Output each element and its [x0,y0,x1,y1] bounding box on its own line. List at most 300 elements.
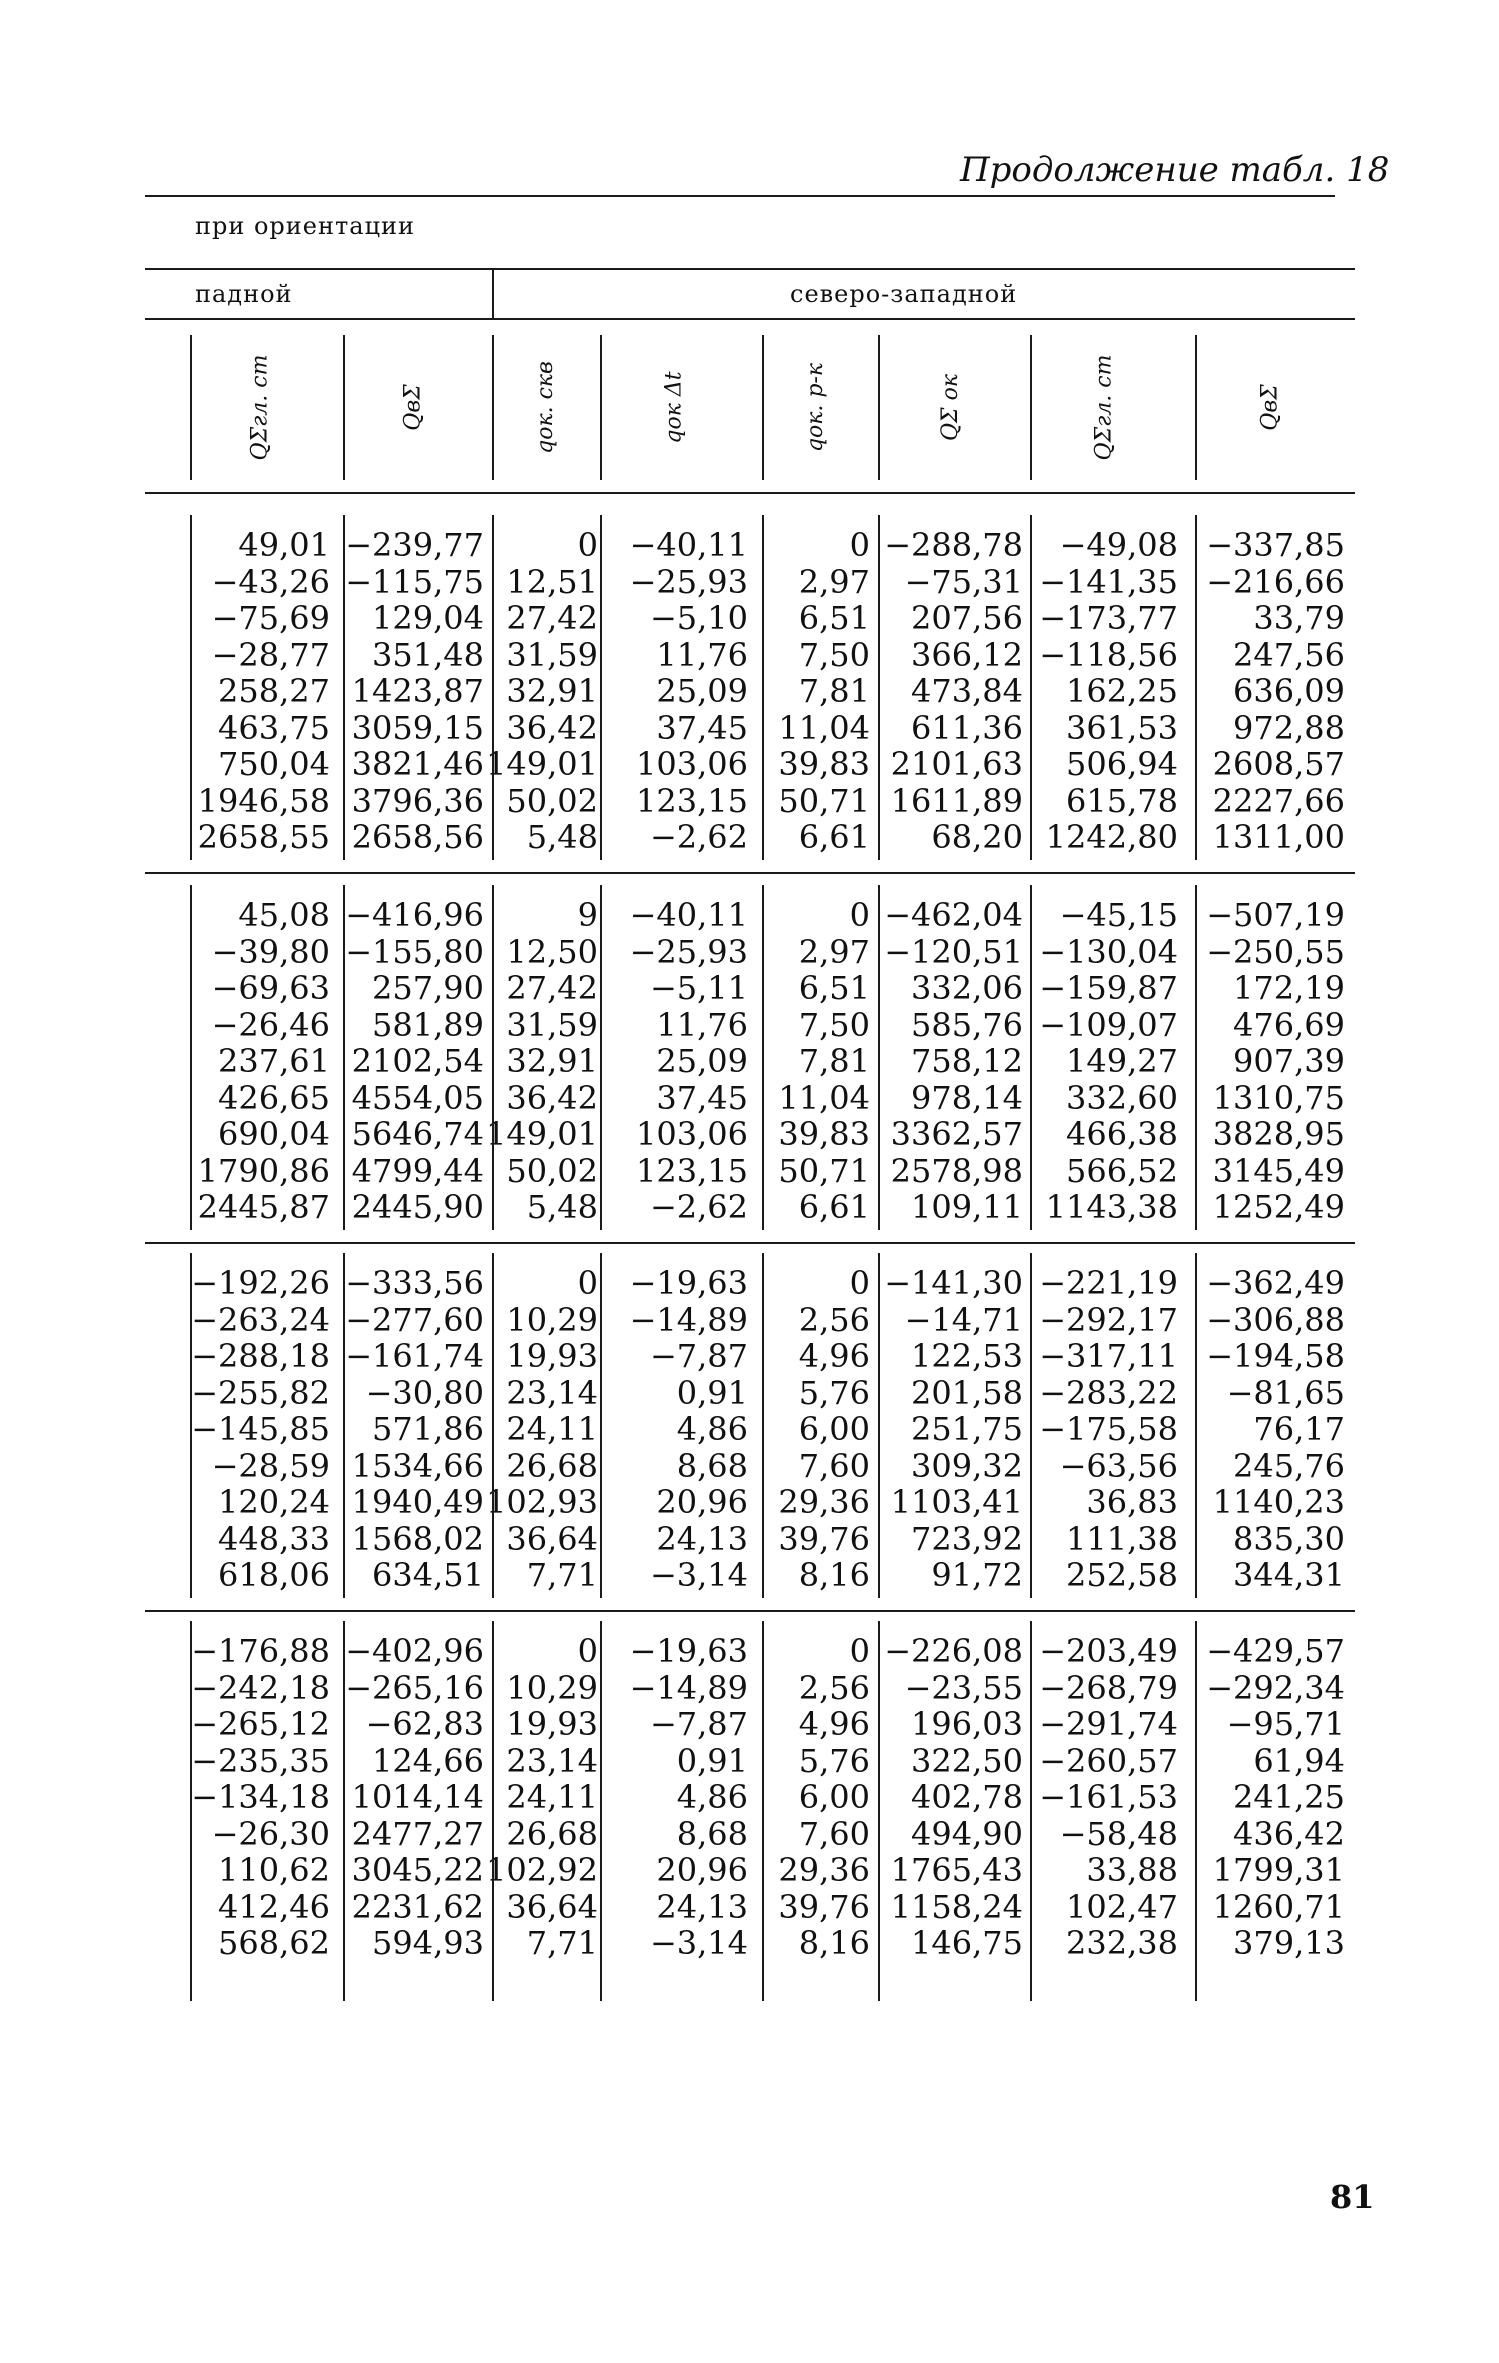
column-divider [762,515,764,860]
table-cell: 1158,24 [890,1887,1023,1926]
orientation-label: при ориентации [195,212,416,240]
table-cell: −26,46 [211,1005,330,1044]
table-cell: 6,61 [798,818,870,856]
table-cell: 5,48 [526,1188,598,1226]
table-cell: 634,51 [372,1556,484,1594]
table-cell: 124,66 [372,1741,484,1780]
table-cell: −265,12 [191,1705,330,1743]
table-cell: 1568,02 [351,1519,484,1558]
table-cell: 11,04 [778,1078,870,1117]
table-cell: 2102,54 [351,1042,484,1080]
column-header-text: QвΣ [401,384,426,431]
table-cell: −161,53 [1039,1778,1178,1816]
table-cell: 2227,66 [1212,781,1345,820]
header-column-divider [600,335,602,480]
column-header [1030,335,1178,480]
column-header-text: qок Δt [661,371,687,444]
table-cell: −263,24 [191,1300,330,1339]
table-cell: 32,91 [506,672,598,710]
table-cell: −292,17 [1039,1300,1178,1339]
table-cell: 1765,43 [890,1851,1023,1889]
table-cell: 6,00 [798,1410,870,1448]
table-cell: 76,17 [1253,1410,1345,1448]
header-column-divider [762,335,764,480]
table-cell: 12,50 [506,932,598,971]
table-cell: 2231,62 [351,1887,484,1926]
table-cell: 426,65 [218,1078,330,1117]
table-cell: −40,11 [629,526,748,564]
column-divider [1030,885,1032,1230]
column-divider [190,1253,192,1598]
table-cell: −7,87 [649,1337,748,1375]
table-cell: −235,35 [191,1741,330,1780]
table-cell: 196,03 [911,1705,1023,1743]
column-divider [762,885,764,1230]
table-cell: −130,04 [1039,932,1178,971]
table-cell: −26,30 [211,1814,330,1853]
table-cell: 571,86 [372,1410,484,1448]
table-cell: −175,58 [1039,1410,1178,1448]
table-cell: 123,15 [636,781,748,820]
table-cell: 247,56 [1233,635,1345,674]
table-cell: −337,85 [1206,526,1345,564]
table-cell: −288,78 [884,526,1023,564]
table-cell: 26,68 [506,1446,598,1485]
table-cell: 39,83 [778,1115,870,1153]
table-cell: 6,61 [798,1188,870,1226]
header-column-divider [1195,335,1197,480]
column-header-text: QвΣ [1257,384,1283,431]
table-cell: 27,42 [506,599,598,637]
column-divider [762,1253,764,1598]
table-cell: 10,29 [506,1300,598,1339]
table-cell: 3362,57 [890,1115,1023,1153]
table-cell: 23,14 [506,1373,598,1412]
table-cell: 39,76 [778,1887,870,1926]
table-cell: 9 [577,896,598,934]
column-divider [190,1621,192,2001]
table-cell: 50,02 [506,1151,598,1190]
table-cell: 1790,86 [197,1151,330,1190]
table-cell: 0,91 [676,1373,748,1412]
table-cell: −58,48 [1059,1814,1178,1853]
table-cell: 7,81 [798,672,870,710]
table-cell: −260,57 [1039,1741,1178,1780]
column-divider [1195,515,1197,860]
table-cell: −14,71 [904,1300,1023,1339]
table-cell: 24,11 [506,1410,598,1448]
table-cell: 50,71 [778,1151,870,1190]
table-cell: 149,01 [486,1115,598,1153]
column-divider [492,1621,494,2001]
table-cell: 581,89 [372,1005,484,1044]
page-number: 81 [1330,2178,1375,2216]
table-cell: 252,58 [1066,1556,1178,1594]
table-cell: 1140,23 [1212,1483,1345,1521]
table-cell: 594,93 [372,1924,484,1962]
column-header-text: qок. р-к [803,362,829,453]
table-cell: 568,62 [218,1924,330,1962]
table-cell: 20,96 [656,1851,748,1889]
table-cell: −192,26 [191,1264,330,1302]
header-column-divider [343,335,345,480]
table-cell: −19,63 [629,1264,748,1302]
table-cell: 412,46 [218,1887,330,1926]
table-cell: 68,20 [931,818,1023,856]
column-header-text: qок. скв [532,361,558,454]
table-cell: 2,97 [798,932,870,971]
table-cell: 1940,49 [351,1483,484,1521]
column-divider [1030,515,1032,860]
table-cell: 258,27 [218,672,330,710]
table-cell: −429,57 [1206,1632,1345,1670]
table-cell: 1423,87 [351,672,484,710]
table-cell: 494,90 [911,1814,1023,1853]
column-divider [1195,885,1197,1230]
table-cell: 149,01 [486,745,598,783]
table-cell: 611,36 [911,708,1023,747]
table-cell: −118,56 [1039,635,1178,674]
table-cell: 39,83 [778,745,870,783]
table-cell: 23,14 [506,1741,598,1780]
table-cell: −141,35 [1039,562,1178,601]
table-cell: −49,08 [1059,526,1178,564]
table-cell: 690,04 [218,1115,330,1153]
table-cell: −45,15 [1059,896,1178,934]
table-cell: 110,62 [218,1851,330,1889]
table-cell: 2,56 [798,1668,870,1707]
table-cell: 207,56 [911,599,1023,637]
column-divider [1030,1621,1032,2001]
table-cell: 162,25 [1066,672,1178,710]
table-cell: −268,79 [1039,1668,1178,1707]
column-divider [878,1621,880,2001]
table-cell: −291,74 [1039,1705,1178,1743]
table-cell: 50,02 [506,781,598,820]
table-cell: −25,93 [629,562,748,601]
table-cell: −3,14 [649,1556,748,1594]
table-cell: 463,75 [218,708,330,747]
table-cell: 2445,90 [351,1188,484,1226]
table-cell: −141,30 [884,1264,1023,1302]
table-cell: 0 [577,526,598,564]
table-cell: −2,62 [649,1188,748,1226]
table-cell: 1799,31 [1212,1851,1345,1889]
table-cell: 33,88 [1086,1851,1178,1889]
column-divider [762,1621,764,2001]
table-cell: 1014,14 [351,1778,484,1816]
table-cell: −23,55 [904,1668,1023,1707]
table-cell: 36,42 [506,1078,598,1117]
table-cell: 25,09 [656,672,748,710]
table-cell: 1310,75 [1212,1078,1345,1117]
table-cell: 19,93 [506,1337,598,1375]
table-cell: −159,87 [1039,969,1178,1007]
table-cell: 4799,44 [351,1151,484,1190]
table-cell: 2101,63 [890,745,1023,783]
table-cell: 7,60 [798,1446,870,1485]
column-divider [343,1621,345,2001]
table-cell: 50,71 [778,781,870,820]
table-cell: 36,83 [1086,1483,1178,1521]
table-cell: 1252,49 [1212,1188,1345,1226]
table-cell: 1611,89 [890,781,1023,820]
table-cell: −402,96 [345,1632,484,1670]
table-cell: 723,92 [911,1519,1023,1558]
column-header [492,335,598,480]
table-cell: 8,16 [798,1924,870,1962]
table-cell: 8,68 [676,1446,748,1485]
table-cell: −288,18 [191,1337,330,1375]
table-cell: −69,63 [211,969,330,1007]
table-cell: 978,14 [911,1078,1023,1117]
table-cell: −63,56 [1059,1446,1178,1485]
table-cell: 3145,49 [1212,1151,1345,1190]
table-cell: 7,50 [798,1005,870,1044]
column-header-rule [145,318,1355,320]
table-cell: 33,79 [1253,599,1345,637]
table-cell: 31,59 [506,1005,598,1044]
column-divider [878,885,880,1230]
table-cell: 4,86 [676,1778,748,1816]
table-cell: −25,93 [629,932,748,971]
table-cell: 6,51 [798,969,870,1007]
table-cell: 109,11 [911,1188,1023,1226]
table-cell: 37,45 [656,1078,748,1117]
table-cell: −5,10 [649,599,748,637]
table-cell: 29,36 [778,1483,870,1521]
column-divider [600,1253,602,1598]
table-cell: 91,72 [931,1556,1023,1594]
table-cell: −39,80 [211,932,330,971]
table-cell: 120,24 [218,1483,330,1521]
table-cell: 1143,38 [1045,1188,1178,1226]
table-cell: 2477,27 [351,1814,484,1853]
column-divider [343,1253,345,1598]
table-cell: −2,62 [649,818,748,856]
table-cell: 5,76 [798,1741,870,1780]
table-cell: −317,11 [1039,1337,1178,1375]
table-cell: 149,27 [1066,1042,1178,1080]
table-cell: 0 [577,1632,598,1670]
header-bottom-rule [145,492,1355,494]
table-cell: −14,89 [629,1668,748,1707]
northwest-group-label: северо-западной [790,280,1018,308]
table-cell: 2658,55 [197,818,330,856]
table-cell: −19,63 [629,1632,748,1670]
table-cell: 36,64 [506,1887,598,1926]
table-cell: 750,04 [218,745,330,783]
table-cell: 103,06 [636,745,748,783]
table-cell: 379,13 [1233,1924,1345,1962]
table-cell: 8,68 [676,1814,748,1853]
table-cell: −5,11 [649,969,748,1007]
table-cell: 8,16 [798,1556,870,1594]
column-header-text: QΣгл. ст [1091,354,1117,461]
column-divider [1195,1621,1197,2001]
table-cell: 7,81 [798,1042,870,1080]
column-divider [492,885,494,1230]
table-cell: 29,36 [778,1851,870,1889]
table-cell: −283,22 [1039,1373,1178,1412]
table-cell: 0 [849,1632,870,1670]
table-cell: 123,15 [636,1151,748,1190]
table-cell: 257,90 [372,969,484,1007]
table-cell: −173,77 [1039,599,1178,637]
column-divider [492,1253,494,1598]
table-cell: 36,42 [506,708,598,747]
table-cell: −155,80 [345,932,484,971]
table-cell: −416,96 [345,896,484,934]
column-header [1195,335,1345,480]
table-cell: −40,11 [629,896,748,934]
table-cell: 237,61 [218,1042,330,1080]
table-cell: 2445,87 [197,1188,330,1226]
table-cell: −161,74 [345,1337,484,1375]
column-divider [600,885,602,1230]
table-cell: 1311,00 [1212,818,1345,856]
table-cell: 618,06 [218,1556,330,1594]
header-column-divider [1030,335,1032,480]
table-cell: −62,83 [365,1705,484,1743]
table-cell: 3828,95 [1212,1115,1345,1153]
column-divider [878,515,880,860]
column-divider [190,885,192,1230]
column-header-text: QΣ ок [938,374,963,441]
table-cell: 615,78 [1066,781,1178,820]
block-separator [145,1242,1355,1244]
table-cell: −507,19 [1206,896,1345,934]
table-cell: 636,09 [1233,672,1345,710]
table-cell: 2578,98 [890,1151,1023,1190]
table-cell: 49,01 [238,526,330,564]
table-cell: 61,94 [1253,1741,1345,1780]
table-cell: 2658,56 [351,818,484,856]
table-cell: 351,48 [372,635,484,674]
table-cell: 7,71 [526,1556,598,1594]
table-cell: 102,93 [486,1483,598,1521]
column-divider [190,515,192,860]
table-cell: 3796,36 [351,781,484,820]
table-cell: −3,14 [649,1924,748,1962]
table-cell: 11,76 [656,635,748,674]
table-cell: 1103,41 [890,1483,1023,1521]
table-cell: 1946,58 [197,781,330,820]
header-column-divider [190,335,192,480]
table-cell: −109,07 [1039,1005,1178,1044]
table-cell: −250,55 [1206,932,1345,971]
table-cell: −176,88 [191,1632,330,1670]
table-cell: 201,58 [911,1373,1023,1412]
table-cell: 448,33 [218,1519,330,1558]
table-cell: 11,76 [656,1005,748,1044]
table-cell: 122,53 [911,1337,1023,1375]
table-cell: 1260,71 [1212,1887,1345,1926]
table-cell: −216,66 [1206,562,1345,601]
table-cell: −7,87 [649,1705,748,1743]
table-cell: −120,51 [884,932,1023,971]
column-divider [600,515,602,860]
table-cell: 7,50 [798,635,870,674]
table-cell: 402,78 [911,1778,1023,1816]
column-divider [1030,1253,1032,1598]
table-cell: 12,51 [506,562,598,601]
table-cell: 466,38 [1066,1115,1178,1153]
table-cell: −30,80 [365,1373,484,1412]
table-cell: 5,48 [526,818,598,856]
table-cell: −292,34 [1206,1668,1345,1707]
table-cell: 103,06 [636,1115,748,1153]
block-separator [145,872,1355,874]
west-group-label: падной [195,280,293,308]
table-cell: 7,71 [526,1924,598,1962]
table-cell: 7,60 [798,1814,870,1853]
table-cell: 25,09 [656,1042,748,1080]
table-cell: 10,29 [506,1668,598,1707]
table-cell: 4554,05 [351,1078,484,1117]
table-cell: 0 [849,896,870,934]
table-cell: 241,25 [1233,1778,1345,1816]
table-cell: 361,53 [1066,708,1178,747]
table-cell: 129,04 [372,599,484,637]
table-cell: 232,38 [1066,1924,1178,1962]
table-cell: 1242,80 [1045,818,1178,856]
table-cell: 972,88 [1233,708,1345,747]
table-cell: −203,49 [1039,1632,1178,1670]
table-cell: 476,69 [1233,1005,1345,1044]
table-cell: −242,18 [191,1668,330,1707]
column-header [600,335,748,480]
table-cell: 2,56 [798,1300,870,1339]
table-cell: −134,18 [191,1778,330,1816]
column-header-text: QΣгл. ст [247,354,273,461]
table-cell: 473,84 [911,672,1023,710]
table-cell: 309,32 [911,1446,1023,1485]
table-cell: 37,45 [656,708,748,747]
table-cell: 27,42 [506,969,598,1007]
block-separator [145,1610,1355,1612]
table-cell: 39,76 [778,1519,870,1558]
table-cell: −362,49 [1206,1264,1345,1302]
table-cell: −28,77 [211,635,330,674]
table-cell: −277,60 [345,1300,484,1339]
table-cell: 585,76 [911,1005,1023,1044]
table-cell: 19,93 [506,1705,598,1743]
table-cell: 322,50 [911,1741,1023,1780]
table-cell: 26,68 [506,1814,598,1853]
table-cell: −239,77 [345,526,484,564]
table-cell: −95,71 [1226,1705,1345,1743]
table-cell: −75,69 [211,599,330,637]
table-cell: −221,19 [1039,1264,1178,1302]
top-rule [145,195,1335,197]
table-cell: −145,85 [191,1410,330,1448]
table-cell: 6,51 [798,599,870,637]
column-header [762,335,870,480]
table-cell: 5,76 [798,1373,870,1412]
table-cell: 24,13 [656,1519,748,1558]
table-cell: −43,26 [211,562,330,601]
table-cell: −255,82 [191,1373,330,1412]
table-cell: 172,19 [1233,969,1345,1007]
table-cell: 2608,57 [1212,745,1345,783]
table-cell: 4,96 [798,1337,870,1375]
table-cell: 102,47 [1066,1887,1178,1926]
table-cell: 0,91 [676,1741,748,1780]
column-header [878,335,1023,480]
table-cell: 251,75 [911,1410,1023,1448]
table-cell: 24,11 [506,1778,598,1816]
